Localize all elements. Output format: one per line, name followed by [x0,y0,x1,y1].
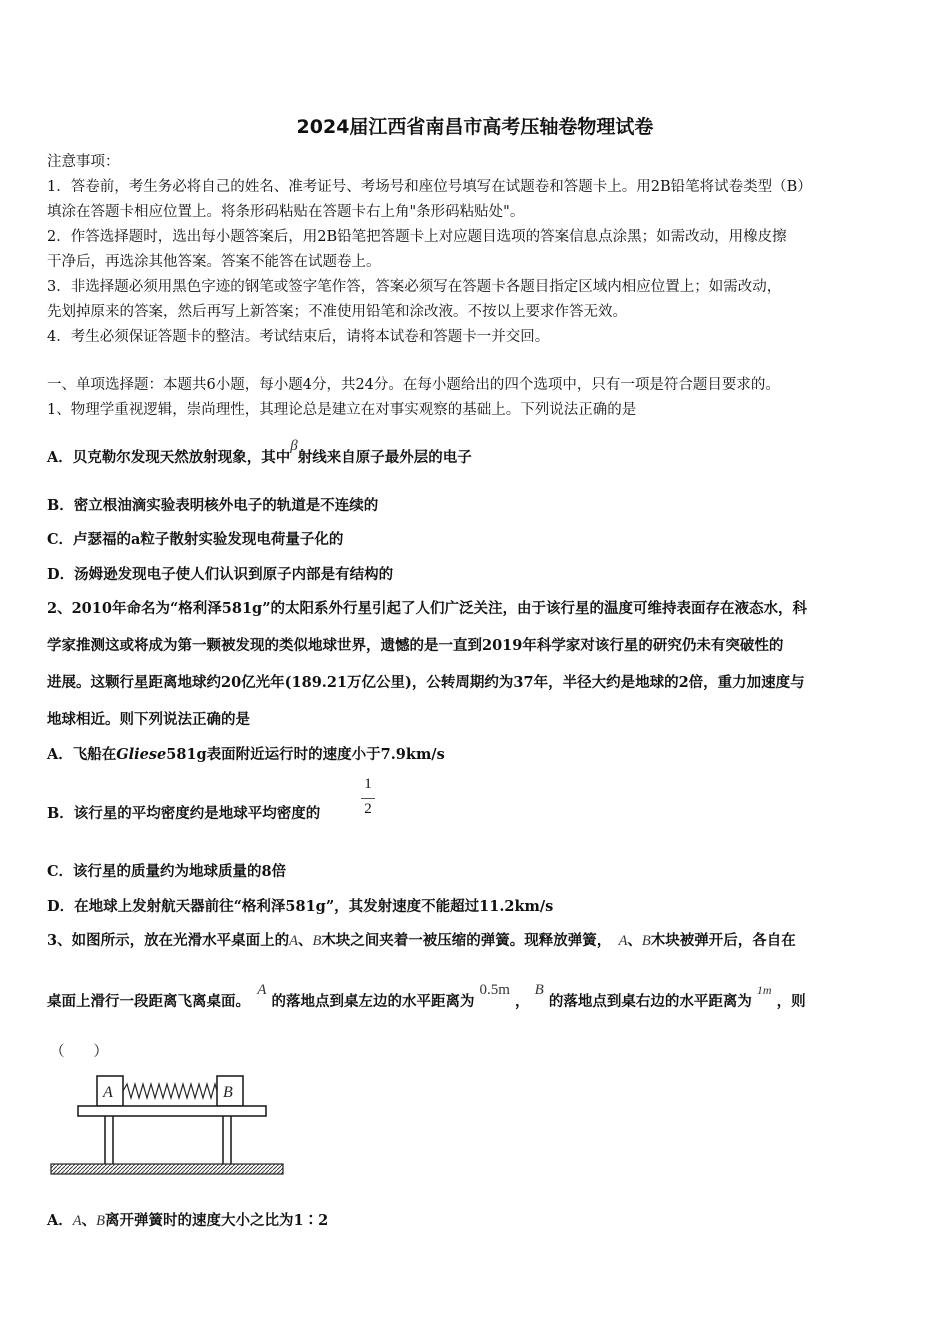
option-text: A．贝克勒尔发现天然放射现象，其中 [47,449,291,466]
question-2-option-b: B．该行星的平均密度约是地球平均密度的 [47,805,321,822]
question-1-option-d: D．汤姆逊发现电子使人们认识到原子内部是有结构的 [47,566,394,583]
question-3-line-2 [47,982,806,1011]
question-3-line-1 [47,929,796,950]
symbol-a: A [618,933,628,949]
option-text: 581g表面附近运行时的速度小于7.9km/s [166,746,445,763]
question-text: 的落地点到桌右边的水平距离为 [548,993,752,1010]
separator: 、 [297,932,313,949]
fraction-numerator: 1 [364,776,372,792]
question-2-line: 地球相近。则下列说法正确的是 [47,711,250,728]
question-text: 的落地点到桌左边的水平距离为 [271,993,475,1010]
symbol-a: A [257,982,267,998]
gliese-italic: Gliese [116,746,167,763]
notice-heading: 注意事项： [47,154,120,170]
question-1-option-c: C．卢瑟福的a粒子散射实验发现电荷量子化的 [47,531,344,548]
question-text: 木块被弹开后，各自在 [650,932,796,949]
notice-line: 1．答卷前，考生务必将自己的姓名、准考证号、考场号和座位号填写在试题卷和答题卡上。用2B铅笔将试卷类型（B） [47,179,812,195]
question-1-option-b: B．密立根油滴实验表明核外电子的轨道是不连续的 [47,497,379,514]
option-text: 射线来自原子最外层的电子 [297,449,472,466]
separator: ， [515,993,530,1010]
spring [123,1084,217,1098]
question-text: ，则 [776,993,806,1010]
answer-bracket: （ ） [50,1044,108,1060]
option-text: 离开弹簧时的速度大小之比为1∶2 [104,1212,329,1229]
fraction-bar [361,798,375,799]
question-2-line: 2、2010年命名为“格利泽581g”的太阳系外行星引起了人们广泛关注，由于该行星的温度可维持表面存在液态水，科 [47,600,808,617]
question-2-option-c: C．该行星的质量约为地球质量的8倍 [47,863,287,880]
distance-a: 0.5m [479,982,510,998]
table-spring-figure [45,1070,295,1180]
notice-line: 3．非选择题必须用黑色字迹的钢笔或签字笔作答，答案必须写在答题卡各题目指定区域内相应位置上；如需改动， [47,279,782,295]
question-text: 3、如图所示，放在光滑水平桌面上的 [47,932,290,949]
symbol-b: B [96,1213,105,1229]
notice-line: 先划掉原来的答案，然后再写上新答案；不准使用铅笔和涂改液。不按以上要求作答无效。 [47,304,627,320]
fraction-denominator: 2 [364,801,372,817]
block-b-label: B [223,1084,233,1101]
notice-line: 4．考生必须保证答题卡的整洁。考试结束后，请将本试卷和答题卡一并交回。 [47,329,550,345]
question-1-option-a [47,438,472,467]
question-2-line: 进展。这颗行星距离地球约20亿光年(189.21万亿公里)，公转周期约为37年，半径大约是地球的2倍，重力加速度与 [47,674,805,691]
question-2-option-d: D．在地球上发射航天器前往“格利泽581g”，其发射速度不能超过11.2km/s [47,898,554,915]
notice-line: 2．作答选择题时，选出每小题答案后，用2B铅笔把答题卡上对应题目选项的答案信息点涂黑；如需改动，用橡皮擦 [47,229,787,245]
option-text: A．飞船在 [47,746,117,763]
symbol-b: B [312,933,322,949]
section-heading: 一、单项选择题：本题共6小题，每小题4分，共24分。在每小题给出的四个选项中，只有一项是符合题目要求的。 [47,377,780,393]
symbol-b: B [534,982,544,998]
notice-line: 干净后，再选涂其他答案。答案不能答在试题卷上。 [47,254,381,270]
block-a-label: A [103,1084,113,1101]
question-1-stem: 1、物理学重视逻辑，崇尚理性，其理论总是建立在对事实观察的基础上。下列说法正确的是 [47,402,637,418]
beta-symbol: β [290,438,298,454]
symbol-a: A [289,933,298,949]
separator: 、 [627,932,642,949]
distance-b: 1m [756,983,772,997]
question-2-line: 学家推测这或将成为第一颗被发现的类似地球世界，遗憾的是一直到2019年科学家对该行星的研究仍未有突破性的 [47,637,784,654]
notice-line: 填涂在答题卡相应位置上。将条形码粘贴在答题卡右上角"条形码粘贴处"。 [47,204,525,220]
ground [51,1164,283,1174]
question-3-option-a [47,1209,328,1230]
symbol-b: B [641,933,651,949]
question-text: 木块之间夹着一被压缩的弹簧。现释放弹簧， [321,932,605,949]
question-2-option-a [47,743,445,764]
question-text: 桌面上滑行一段距离飞离桌面。 [47,993,243,1010]
table-top [78,1106,266,1116]
option-text: A． [47,1212,73,1229]
separator: 、 [81,1212,97,1229]
symbol-a: A [72,1213,82,1229]
page-title: 2024届江西省南昌市高考压轴卷物理试卷 [296,116,654,138]
